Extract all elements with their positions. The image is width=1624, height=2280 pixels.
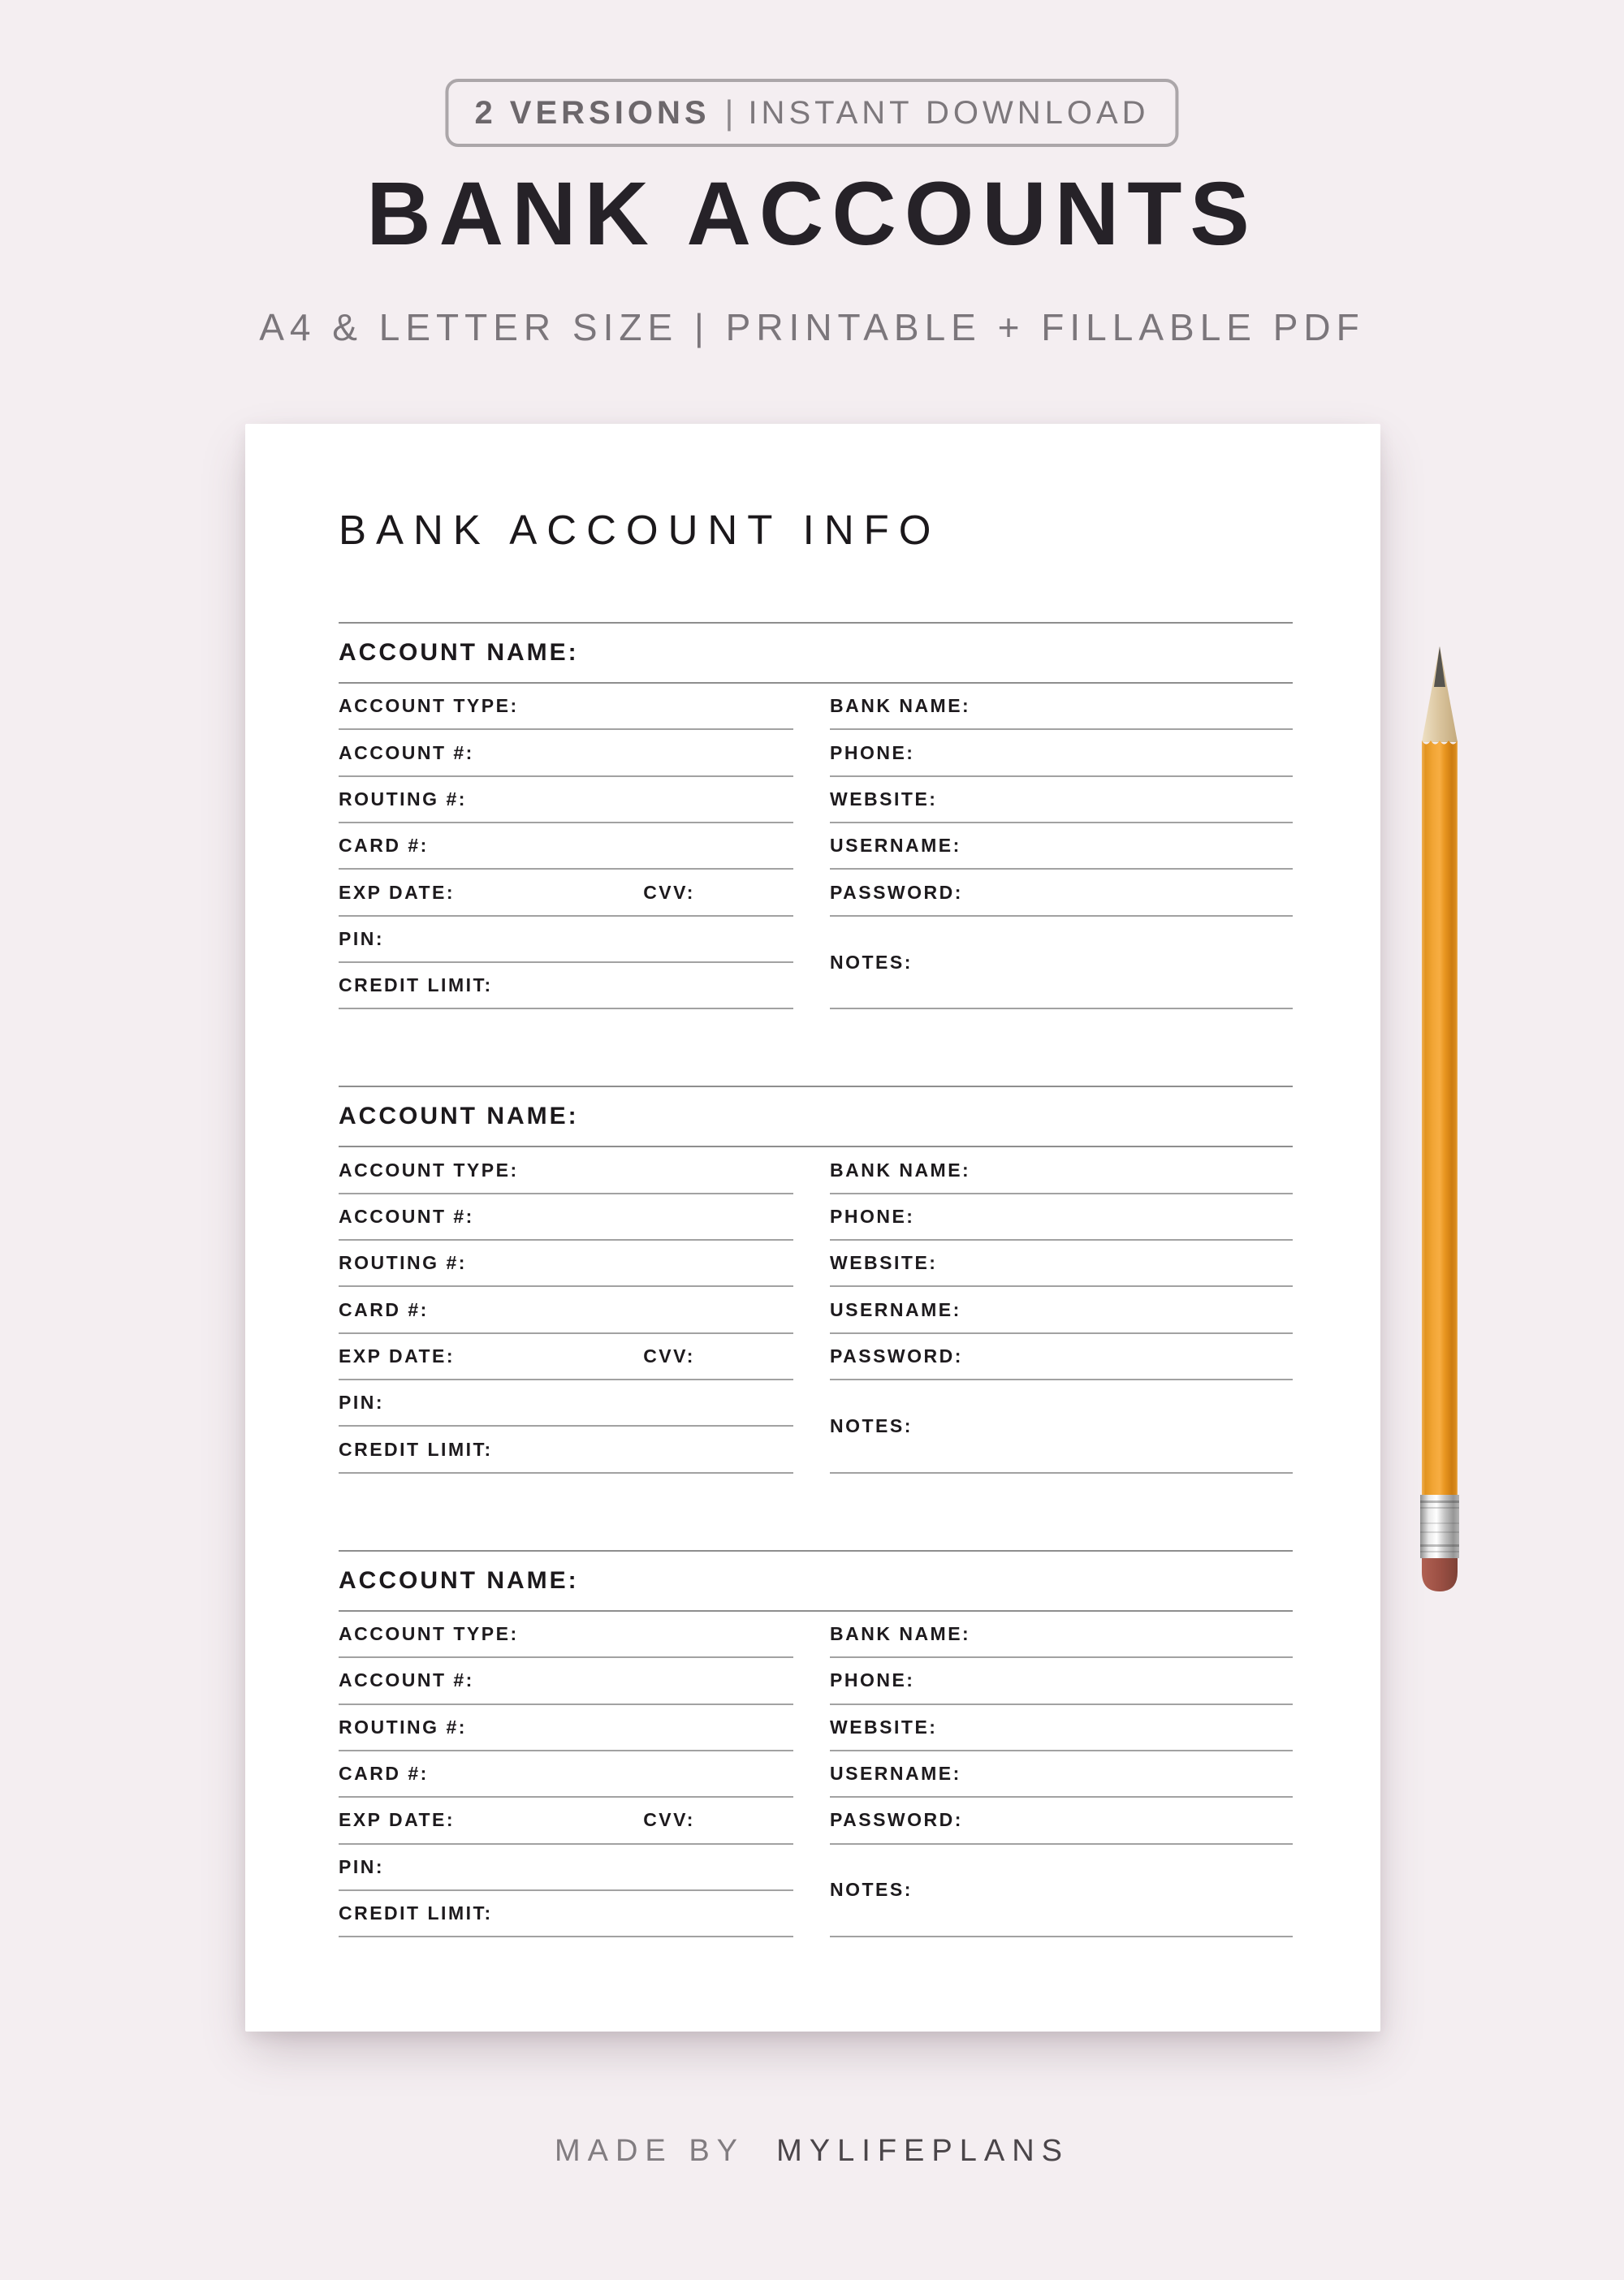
account-number-field xyxy=(339,1194,793,1241)
password-label: PASSWORD: xyxy=(830,1809,963,1831)
product-subtitle: A4 & LETTER SIZE | PRINTABLE + FILLABLE PDF xyxy=(259,306,1365,348)
account-number-field xyxy=(339,1658,793,1704)
credit-limit-label: CREDIT LIMIT: xyxy=(339,1902,493,1924)
bank-name-label: BANK NAME: xyxy=(830,1622,971,1644)
card-number-field xyxy=(339,823,793,870)
phone-field xyxy=(830,730,1293,776)
card-number-field xyxy=(339,1751,793,1798)
notes-field xyxy=(830,1845,1293,1938)
pin-field xyxy=(339,1845,793,1891)
card-number-label: CARD #: xyxy=(339,1763,429,1785)
pin-field xyxy=(339,1380,793,1427)
bank-name-field xyxy=(830,1612,1293,1658)
notes-label: NOTES: xyxy=(830,951,913,973)
product-title: BANK ACCOUNTS xyxy=(366,164,1258,264)
pencil-eraser xyxy=(1422,1558,1458,1591)
account-type-field xyxy=(339,1612,793,1658)
notes-label: NOTES: xyxy=(830,1414,913,1436)
account-name-label: ACCOUNT NAME: xyxy=(339,624,1293,684)
section-columns xyxy=(339,684,1293,1009)
exp-date-cvv-field xyxy=(339,1798,793,1844)
routing-number-label: ROUTING #: xyxy=(339,788,467,810)
bank-name-field xyxy=(830,684,1293,730)
ferrule-ridge xyxy=(1420,1501,1459,1503)
password-label: PASSWORD: xyxy=(830,881,963,903)
ferrule-ridge xyxy=(1420,1551,1459,1552)
routing-number-field xyxy=(339,1705,793,1751)
pin-field xyxy=(339,917,793,963)
pencil-graphite-tip xyxy=(1434,646,1445,687)
password-label: PASSWORD: xyxy=(830,1345,963,1367)
pin-label: PIN: xyxy=(339,1392,384,1414)
phone-field xyxy=(830,1658,1293,1704)
ferrule-ridge xyxy=(1420,1544,1459,1547)
website-label: WEBSITE: xyxy=(830,1252,938,1274)
password-field xyxy=(830,870,1293,916)
section-columns xyxy=(339,1147,1293,1473)
footer-credit xyxy=(0,2134,1624,2169)
ferrule-ridge xyxy=(1420,1507,1459,1509)
exp-date-cvv-field xyxy=(339,1334,793,1380)
pencil-body xyxy=(1422,741,1458,1495)
bank-name-label: BANK NAME: xyxy=(830,1159,971,1181)
phone-label: PHONE: xyxy=(830,1205,915,1227)
account-type-field xyxy=(339,684,793,730)
card-number-label: CARD #: xyxy=(339,1298,429,1320)
credit-limit-label: CREDIT LIMIT: xyxy=(339,974,493,996)
website-label: WEBSITE: xyxy=(830,1716,938,1738)
pencil-image xyxy=(1415,641,1465,1593)
notes-label: NOTES: xyxy=(830,1879,913,1901)
account-type-field xyxy=(339,1147,793,1194)
website-field xyxy=(830,1705,1293,1751)
credit-limit-field xyxy=(339,963,793,1009)
credit-limit-label: CREDIT LIMIT: xyxy=(339,1438,493,1460)
account-section-1 xyxy=(339,622,1293,1009)
badge-separator: | xyxy=(724,93,734,132)
bank-name-label: BANK NAME: xyxy=(830,695,971,717)
routing-number-field xyxy=(339,777,793,823)
account-type-label: ACCOUNT TYPE: xyxy=(339,1622,519,1644)
account-name-label: ACCOUNT NAME: xyxy=(339,1552,1293,1612)
exp-date-cvv-field xyxy=(339,870,793,916)
routing-number-label: ROUTING #: xyxy=(339,1252,467,1274)
pin-label: PIN: xyxy=(339,927,384,949)
account-number-label: ACCOUNT #: xyxy=(339,1205,474,1227)
routing-number-field xyxy=(339,1241,793,1287)
right-column xyxy=(830,684,1293,1009)
credit-limit-field xyxy=(339,1891,793,1937)
right-column xyxy=(830,1147,1293,1473)
badge-versions-label: 2 VERSIONS xyxy=(474,94,710,131)
cvv-label: CVV: xyxy=(643,881,695,903)
bank-name-field xyxy=(830,1147,1293,1194)
password-field xyxy=(830,1798,1293,1844)
account-section-3 xyxy=(339,1550,1293,1937)
account-number-label: ACCOUNT #: xyxy=(339,1669,474,1691)
pin-label: PIN: xyxy=(339,1855,384,1877)
left-column xyxy=(339,1612,793,1937)
cvv-label: CVV: xyxy=(643,1345,695,1367)
username-field xyxy=(830,823,1293,870)
ferrule-ridge xyxy=(1420,1531,1459,1533)
account-section-2 xyxy=(339,1086,1293,1473)
phone-label: PHONE: xyxy=(830,741,915,763)
ferrule-ridge xyxy=(1420,1522,1459,1524)
form-page-preview xyxy=(245,424,1380,2032)
account-number-field xyxy=(339,730,793,776)
page-heading: BANK ACCOUNT INFO xyxy=(339,507,941,553)
website-field xyxy=(830,1241,1293,1287)
notes-field xyxy=(830,1380,1293,1474)
account-type-label: ACCOUNT TYPE: xyxy=(339,1159,519,1181)
section-columns xyxy=(339,1612,1293,1937)
brand-name: MYLIFEPLANS xyxy=(776,2134,1070,2168)
cvv-label: CVV: xyxy=(643,1809,695,1831)
pencil-ferrule xyxy=(1420,1495,1459,1558)
left-column xyxy=(339,1147,793,1473)
username-field xyxy=(830,1287,1293,1333)
card-number-field xyxy=(339,1287,793,1333)
username-field xyxy=(830,1751,1293,1798)
website-label: WEBSITE: xyxy=(830,788,938,810)
account-name-label: ACCOUNT NAME: xyxy=(339,1087,1293,1147)
exp-date-label: EXP DATE: xyxy=(339,881,456,903)
username-label: USERNAME: xyxy=(830,1298,961,1320)
routing-number-label: ROUTING #: xyxy=(339,1716,467,1738)
right-column xyxy=(830,1612,1293,1937)
phone-label: PHONE: xyxy=(830,1669,915,1691)
username-label: USERNAME: xyxy=(830,1763,961,1785)
username-label: USERNAME: xyxy=(830,835,961,857)
credit-limit-field xyxy=(339,1427,793,1473)
left-column xyxy=(339,684,793,1009)
website-field xyxy=(830,777,1293,823)
versions-badge xyxy=(445,79,1178,147)
phone-field xyxy=(830,1194,1293,1241)
account-type-label: ACCOUNT TYPE: xyxy=(339,695,519,717)
password-field xyxy=(830,1334,1293,1380)
badge-download-label: INSTANT DOWNLOAD xyxy=(748,94,1150,131)
exp-date-label: EXP DATE: xyxy=(339,1345,456,1367)
made-by-text: MADE BY xyxy=(554,2134,745,2168)
exp-date-label: EXP DATE: xyxy=(339,1809,456,1831)
card-number-label: CARD #: xyxy=(339,835,429,857)
account-number-label: ACCOUNT #: xyxy=(339,741,474,763)
notes-field xyxy=(830,917,1293,1010)
